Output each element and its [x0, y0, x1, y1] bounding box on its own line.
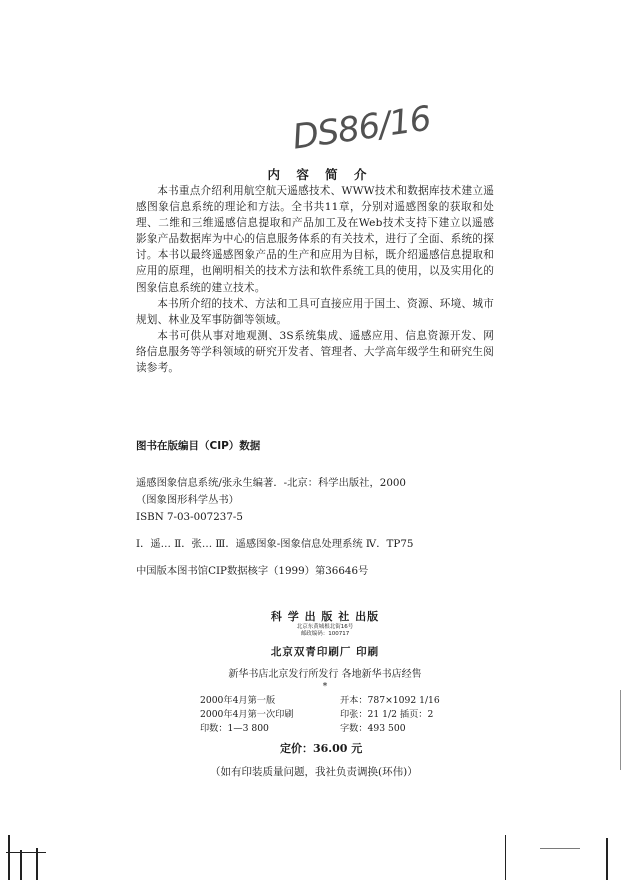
cip-isbn-line: ISBN 7-03-007237-5 — [136, 511, 243, 523]
separator-star: * — [322, 682, 328, 692]
cip-heading: 图书在版编目（CIP）数据 — [136, 440, 261, 452]
summary-paragraph: 本书所介绍的技术、方法和工具可直接应用于国土、资源、环境、城市规划、林业及军事防御等领域。 — [136, 297, 494, 326]
summary-paragraph: 本书重点介绍利用航空航天遥感技术、WWW技术和数据库技术建立遥感图象信息系统的理论和方法。全书共11章，分别对遥感图象的获取和处理、二维和三维遥感信息提取和产品加工及在Web技术支持下建立以遥感影象产品数据库为中心的信息服务体系的有关技术，进行了全面、系统的探讨。本书以最终遥感图象产品的生产和应用为目标，既介绍遥感信息提取和应用的原理，也阐明相关的技术方法和软件系统工具的使用，以及实用化的图象信息系统的建立技术。 — [136, 185, 494, 294]
cip-classification-line: Ⅰ．遥… Ⅱ．张… Ⅲ．遥感图象-图象信息处理系统 Ⅳ．TP75 — [136, 538, 414, 550]
printer-name: 北京双青印刷厂 印刷 — [270, 646, 380, 658]
scan-artifact — [20, 850, 22, 880]
spec-row — [200, 722, 440, 736]
print-specs — [200, 694, 440, 736]
price: 定价：36.00 元 — [280, 742, 363, 755]
scan-artifact — [8, 835, 10, 880]
cip-title-line: 遥感图象信息系统/张永生编著．-北京：科学出版社，2000 — [136, 477, 406, 489]
cip-block — [136, 438, 496, 580]
summary-body — [136, 183, 494, 376]
publisher-name: 科 学 出 版 社 出版 — [270, 610, 380, 623]
spec-row — [200, 708, 440, 722]
scan-artifact — [6, 852, 46, 853]
scan-artifact — [620, 690, 621, 770]
handwritten-call-number: DS86/16 — [290, 98, 433, 158]
publisher-address: 北京东黄城根北街16号 — [296, 624, 354, 630]
spec-edition: 2000年4月第一版 — [200, 695, 276, 706]
spec-sheets: 印张：21 1/2 插页：2 — [340, 709, 434, 720]
summary-title: 内 容 简 介 — [267, 167, 373, 182]
quality-notice: （如有印装质量问题，我社负责调换(环伟)） — [210, 766, 418, 778]
cip-series-line: （图象图形科学丛书） — [136, 494, 239, 506]
scan-artifact — [505, 835, 506, 880]
spec-word-count: 字数：493 500 — [340, 723, 406, 734]
scan-artifact — [540, 848, 580, 849]
publisher-block — [175, 608, 475, 692]
scan-artifact — [606, 838, 608, 880]
summary-paragraph: 本书可供从事对地观测、3S系统集成、遥感应用、信息资源开发、网络信息服务等学科领域的研究开发者、管理者、大学高年级学生和研究生阅读参考。 — [136, 329, 494, 375]
spec-printing: 2000年4月第一次印刷 — [200, 709, 294, 720]
spec-print-run: 印数：1—3 800 — [200, 723, 269, 734]
cip-record-line: 中国版本图书馆CIP数据核字（1999）第36646号 — [136, 565, 369, 577]
spec-format: 开本：787×1092 1/16 — [340, 695, 440, 706]
publisher-postcode: 邮政编码：100717 — [300, 631, 350, 637]
spec-row — [200, 694, 440, 708]
distribution-line: 新华书店北京发行所发行 各地新华书店经售 — [228, 669, 422, 680]
